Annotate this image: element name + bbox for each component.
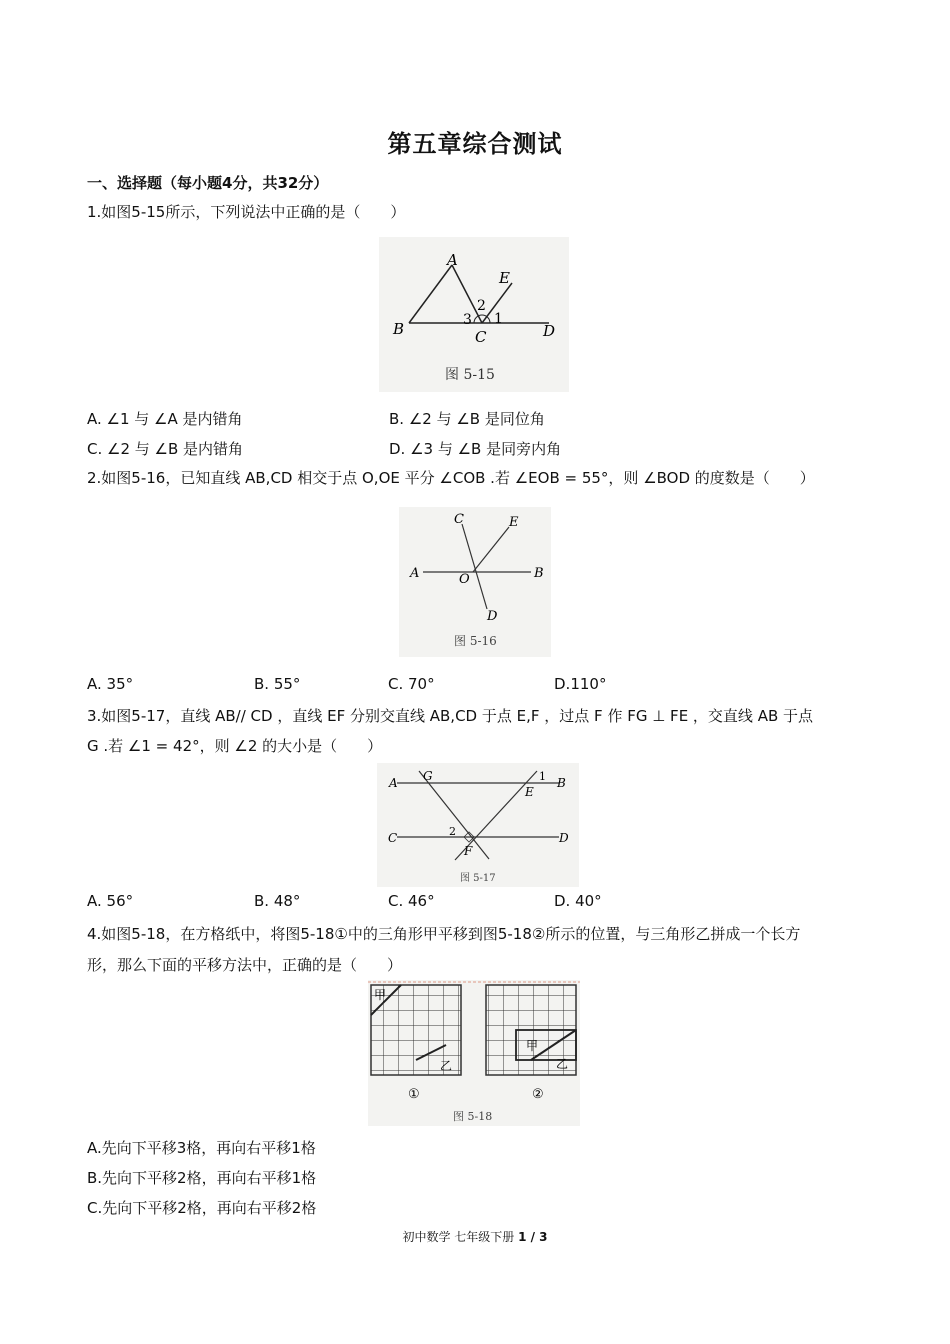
fig3-label-a: A <box>389 776 398 790</box>
fig1-label-3: 3 <box>463 312 472 328</box>
fig1-label-b: B <box>393 320 405 338</box>
fig1-label-1: 1 <box>494 311 503 327</box>
question-4-line1: 4.如图5-18，在方格纸中，将图5-18①中的三角形甲平移到图5-18②所示的位置，与三角形乙拼成一个长方 <box>87 925 801 943</box>
q1-option-a: A. ∠1 与 ∠A 是内错角 <box>87 410 243 428</box>
fig2-label-e: E <box>509 515 519 530</box>
fig3-label-c: C <box>388 831 398 845</box>
fig2-label-d: D <box>487 609 498 624</box>
fig3-label-g: G <box>423 769 433 783</box>
q1-option-c: C. ∠2 与 ∠B 是内错角 <box>87 440 244 458</box>
q1-option-b: B. ∠2 与 ∠B 是同位角 <box>389 410 545 428</box>
fig1-label-a: A <box>447 251 458 269</box>
q3-option-c: C. 46° <box>388 892 435 910</box>
question-3-line2: G .若 ∠1 = 42°，则 ∠2 的大小是（ ） <box>87 737 383 755</box>
fig4-label-jia-2: 甲 <box>526 1039 539 1053</box>
figure-5-18 <box>368 980 580 1126</box>
fig1-caption: 图 5-15 <box>445 367 495 383</box>
fig4-label-circle-2: ② <box>532 1087 544 1102</box>
fig2-caption: 图 5-16 <box>454 634 497 648</box>
question-1-text: 1.如图5-15所示，下列说法中正确的是（ ） <box>87 203 406 221</box>
page-footer <box>0 1228 950 1245</box>
fig1-label-c: C <box>475 328 487 346</box>
fig2-label-b: B <box>534 566 544 581</box>
q2-option-a: A. 35° <box>87 675 134 693</box>
fig1-label-e: E <box>499 269 510 287</box>
fig1-label-2: 2 <box>477 298 486 314</box>
figure-5-15 <box>379 237 569 392</box>
q4-option-a: A.先向下平移3格，再向右平移1格 <box>87 1139 316 1157</box>
figure-5-16 <box>399 507 551 657</box>
question-2-text: 2.如图5-16，已知直线 AB,CD 相交于点 O,OE 平分 ∠COB .若 ∠EOB = 55°，则 ∠BOD 的度数是（ ） <box>87 469 815 487</box>
fig4-label-yi-2: 乙 <box>556 1057 569 1071</box>
q4-option-b: B.先向下平移2格，再向右平移1格 <box>87 1169 317 1187</box>
fig3-label-f: F <box>464 844 473 858</box>
q2-option-b: B. 55° <box>254 675 301 693</box>
q3-option-b: B. 48° <box>254 892 301 910</box>
fig2-label-c: C <box>454 512 464 527</box>
fig4-label-circle-1: ① <box>408 1087 420 1102</box>
fig3-label-b: B <box>557 776 566 790</box>
fig3-label-d: D <box>559 831 569 845</box>
footer-text: 初中数学 七年级下册 <box>402 1230 519 1244</box>
section-heading: 一、选择题（每小题4分，共32分） <box>87 174 329 192</box>
fig1-label-d: D <box>543 322 556 340</box>
page-number: 1 / 3 <box>518 1230 548 1244</box>
q3-option-a: A. 56° <box>87 892 134 910</box>
fig2-label-o: O <box>459 572 470 587</box>
q2-option-d: D.110° <box>554 675 607 693</box>
q3-option-d: D. 40° <box>554 892 602 910</box>
q4-option-c: C.先向下平移2格，再向右平移2格 <box>87 1199 317 1217</box>
question-3-line1: 3.如图5-17，直线 AB// CD ，直线 EF 分别交直线 AB,CD 于点 E,F ，过点 F 作 FG ⊥ FE ，交直线 AB 于点 <box>87 707 814 725</box>
fig4-label-yi-1: 乙 <box>440 1059 453 1073</box>
fig3-label-1: 1 <box>539 770 546 783</box>
q1-option-d: D. ∠3 与 ∠B 是同旁内角 <box>389 440 562 458</box>
fig4-label-jia-1: 甲 <box>374 988 387 1002</box>
q2-option-c: C. 70° <box>388 675 435 693</box>
fig3-caption: 图 5-17 <box>460 873 496 884</box>
figure-5-17 <box>377 763 579 887</box>
fig3-label-2: 2 <box>449 825 456 838</box>
page-title: 第五章综合测试 <box>387 130 563 158</box>
fig4-caption: 图 5-18 <box>453 1110 493 1123</box>
fig3-label-e: E <box>525 785 534 799</box>
fig2-label-a: A <box>410 566 420 581</box>
question-4-line2: 形，那么下面的平移方法中，正确的是（ ） <box>87 956 403 974</box>
